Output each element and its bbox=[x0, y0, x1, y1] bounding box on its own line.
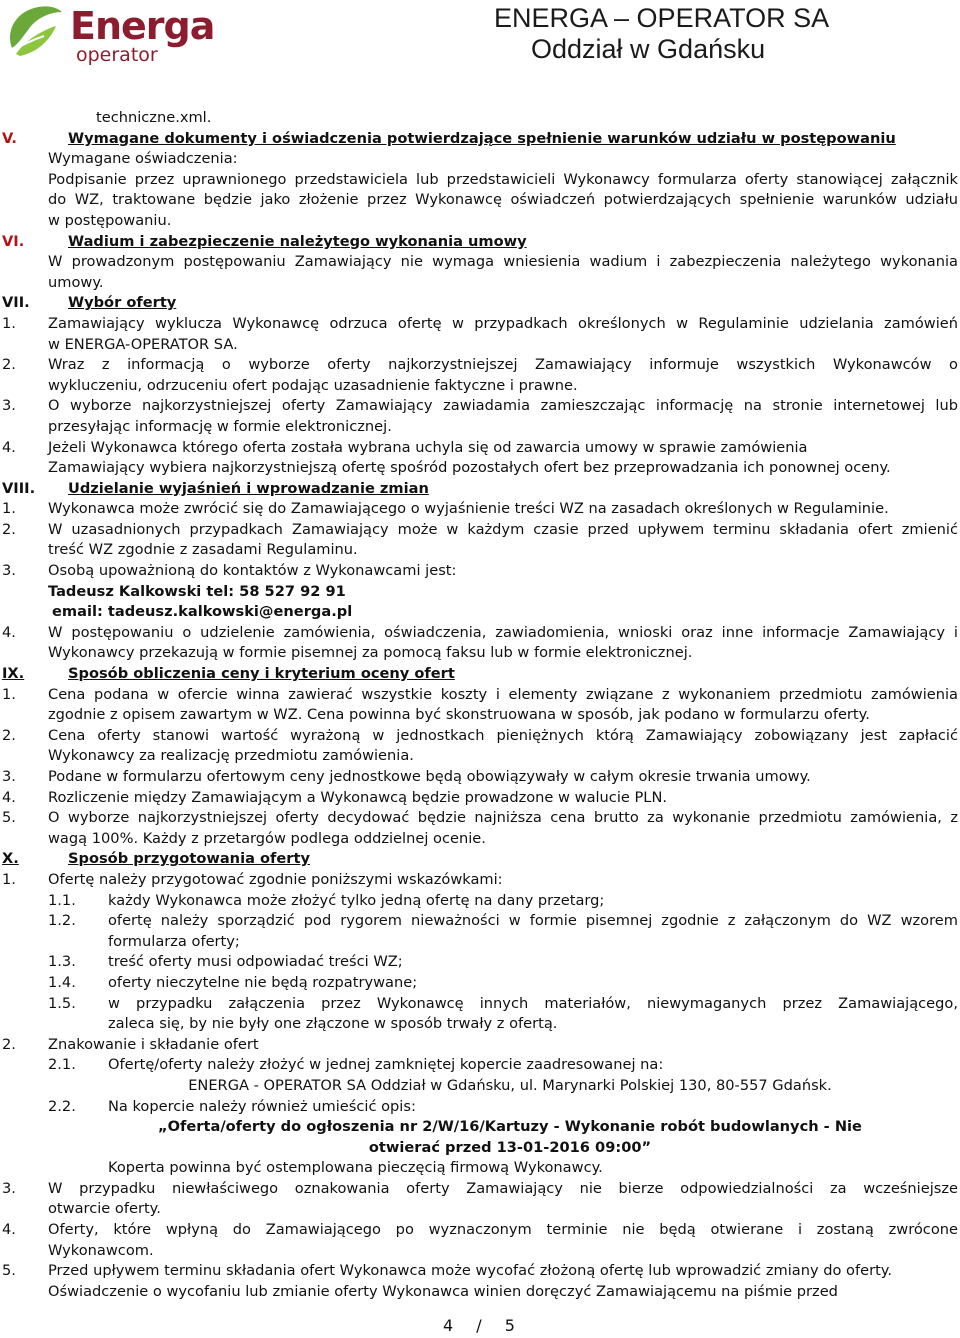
paragraph-line: wykluczeniu, odrzuceniu ofert podając uzasadnienie faktyczne i prawne. bbox=[48, 376, 578, 394]
company-name: ENERGA – OPERATOR SA bbox=[494, 3, 830, 33]
paragraph-line: Oferty, które wpłyną do Zamawiającego po wyznaczonym terminie nie będą otwierane i zostaną zwrócone bbox=[48, 1221, 958, 1239]
paragraph-line: w postępowaniu. bbox=[48, 211, 172, 229]
paragraph-line: Ofertę należy przygotować zgodnie poniższymi wskazówkami: bbox=[48, 870, 503, 888]
item-number: 3. bbox=[2, 1179, 16, 1197]
section-title: Udzielanie wyjaśnień i wprowadzanie zmian bbox=[68, 479, 429, 497]
paragraph-line: Przed upływem terminu składania ofert Wykonawca może wycofać złożoną ofertę lub wprowadzić zmiany do oferty. bbox=[48, 1262, 893, 1280]
paragraph-line: każdy Wykonawca może złożyć tylko jedną ofertę na dany przetarg; bbox=[108, 891, 605, 909]
subitem-number: 2.2. bbox=[48, 1097, 76, 1115]
section-number: VII. bbox=[2, 294, 30, 312]
section-number: X. bbox=[2, 850, 19, 868]
section-number: VI. bbox=[2, 232, 25, 250]
item-number: 2. bbox=[2, 1035, 16, 1053]
paragraph-line: Jeżeli Wykonawca którego oferta została wybrana uchyla się od zawarcia umowy w sprawie zamówienia bbox=[48, 438, 808, 456]
item-number: 2. bbox=[2, 356, 16, 374]
paragraph-line: Zamawiający wybiera najkorzystniejszą ofertę spośród pozostałych ofert bez przeprowadzania ich ponownej oceny. bbox=[48, 459, 891, 477]
section-heading bbox=[0, 129, 960, 150]
section-number: VIII. bbox=[2, 479, 36, 497]
section-title: Sposób obliczenia ceny i kryterium oceny ofert bbox=[68, 665, 455, 683]
section-heading bbox=[0, 849, 960, 870]
paragraph-line: umowy. bbox=[48, 273, 104, 291]
paragraph-line: O wyborze najkorzystniejszej oferty Zamawiający zawiadamia zamieszczając informację na stronie internetowej lub bbox=[48, 397, 958, 415]
paragraph-line: Wykonawca może zwrócić się do Zamawiającego o wyjaśnienie treści WZ na zasadach określonych w Regulaminie. bbox=[48, 500, 889, 518]
item-number: 1. bbox=[2, 870, 16, 888]
paragraph-line: w przypadku załączenia przez Wykonawcę innych materiałów, niewymaganych przez Zamawiającego, bbox=[108, 994, 958, 1012]
section-title: Sposób przygotowania oferty bbox=[68, 850, 310, 868]
page-number: 4 bbox=[443, 1316, 456, 1335]
paragraph-line: Rozliczenie między Zamawiającym a Wykonawcą będzie prowadzone w walucie PLN. bbox=[48, 788, 667, 806]
paragraph-line: Wykonawcom. bbox=[48, 1241, 154, 1259]
document-body bbox=[0, 108, 960, 1302]
item-number: 3. bbox=[2, 397, 16, 415]
logo-wordmark: Energa bbox=[70, 4, 215, 48]
paragraph-line: treść oferty musi odpowiadać treści WZ; bbox=[108, 953, 403, 971]
item-number: 1. bbox=[2, 314, 16, 332]
paragraph-line: otwarcie oferty. bbox=[48, 1200, 161, 1218]
paragraph-line: ofertę należy sporządzić pod rygorem nieważności w formie pisemnej zgodnie z załączonym do WZ wzorem bbox=[108, 912, 958, 930]
item-number: 2. bbox=[2, 726, 16, 744]
delivery-address: ENERGA - OPERATOR SA Oddział w Gdańsku, ul. Marynarki Polskiej 130, 80-557 Gdańsk. bbox=[188, 1076, 832, 1094]
paragraph-line: Na kopercie należy również umieścić opis: bbox=[108, 1097, 416, 1115]
paragraph-line: zgodnie z opisem zawartym w WZ. Cena powinna być skonstruowana w sposób, jak podano w formularzu oferty. bbox=[48, 706, 870, 724]
item-number: 4. bbox=[2, 623, 16, 641]
contact-person: Tadeusz Kalkowski tel: 58 527 92 91 bbox=[48, 582, 346, 600]
item-number: 5. bbox=[2, 1262, 16, 1280]
section-title: Wybór oferty bbox=[68, 294, 177, 312]
paragraph-line: zaleca się, by nie były one złączone w sposób trwały z ofertą. bbox=[108, 1015, 558, 1033]
paragraph-line: Cena podana w ofercie winna zawierać wszystkie koszty i elementy związane z wykonaniem przedmiotu zamówienia bbox=[48, 685, 958, 703]
page-header bbox=[0, 0, 960, 80]
paragraph-line: do WZ, traktowane będzie jako złożenie przez Wykonawcę oświadczeń potwierdzających spełnienie warunków udziału bbox=[48, 191, 958, 209]
item-number: 4. bbox=[2, 1221, 16, 1239]
paragraph-line: wagą 100%. Każdy z przetargów podlega oddzielnej ocenie. bbox=[48, 829, 486, 847]
item-number: 1. bbox=[2, 685, 16, 703]
page-counter bbox=[0, 1316, 960, 1335]
logo-subtitle: operator bbox=[76, 44, 158, 66]
branch-name: Oddział w Gdańsku bbox=[531, 34, 766, 64]
paragraph-line: Wykonawcy za realizację przedmiotu zamówienia. bbox=[48, 747, 414, 765]
paragraph-line: Osobą upoważnioną do kontaktów z Wykonawcami jest: bbox=[48, 562, 457, 580]
section-number: V. bbox=[2, 129, 17, 147]
paragraph-line: Wykonawcy przekazują w formie pisemnej za pomocą faksu lub w formie elektronicznej. bbox=[48, 644, 693, 662]
paragraph-line: formularza oferty; bbox=[108, 932, 240, 950]
paragraph-line: Zamawiający wyklucza Wykonawcę odrzuca ofertę w przypadkach określonych w Regulaminie udzielania zamówień bbox=[48, 314, 958, 332]
paragraph-line: Wraz z informacją o wyborze oferty najkorzystniejszej Zamawiający informuje wszystkich Wykonawców o bbox=[48, 356, 958, 374]
paragraph-line: w ENERGA-OPERATOR SA. bbox=[48, 335, 238, 353]
section-heading bbox=[0, 664, 960, 685]
item-number: 4. bbox=[2, 438, 16, 456]
paragraph-line: O wyborze najkorzystniejszej oferty decydować będzie najniższa cena brutto za wykonanie przedmiotu zamówienia, z bbox=[48, 809, 958, 827]
paragraph-line: Cena oferty stanowi wartość wyrażoną w jednostkach pieniężnych którą Zamawiający zobowiązany jest zapłacić bbox=[48, 726, 958, 744]
section-heading bbox=[0, 479, 960, 500]
intro-text: techniczne.xml. bbox=[96, 109, 212, 126]
envelope-description: „Oferta/oferty do ogłoszenia nr 2/W/16/Kartuzy - Wykonanie robót budowlanych - Nie bbox=[158, 1118, 862, 1136]
paragraph-line: Koperta powinna być ostemplowana pieczęcią firmową Wykonawcy. bbox=[108, 1159, 603, 1177]
subitem-number: 1.4. bbox=[48, 973, 76, 991]
paragraph-line: oferty nieczytelne nie będą rozpatrywane; bbox=[108, 973, 418, 991]
leaf-icon bbox=[4, 2, 66, 64]
paragraph-line: Oświadczenie o wycofaniu lub zmianie oferty Wykonawca winien doręczyć Zamawiającemu na piśmie przed bbox=[48, 1282, 838, 1300]
subitem-number: 1.3. bbox=[48, 953, 76, 971]
section-number: IX. bbox=[2, 665, 25, 683]
envelope-description: otwierać przed 13-01-2016 09:00” bbox=[368, 1138, 652, 1156]
paragraph-line: Podpisanie przez uprawnionego przedstawiciela lub przedstawicieli Wykonawcy formularza oferty stanowiącej załącznik bbox=[48, 170, 958, 188]
paragraph-line: Podane w formularzu ofertowym ceny jednostkowe będą obowiązywały w całym okresie trwania umowy. bbox=[48, 768, 811, 785]
subitem-number: 1.1. bbox=[48, 891, 76, 909]
subitem-number: 1.5. bbox=[48, 994, 76, 1012]
section-title: Wadium i zabezpieczenie należytego wykonania umowy bbox=[68, 232, 527, 250]
page-total: 5 bbox=[504, 1316, 517, 1335]
subitem-number: 1.2. bbox=[48, 912, 76, 930]
item-number: 1. bbox=[2, 500, 16, 518]
paragraph-line: Znakowanie i składanie ofert bbox=[48, 1035, 259, 1053]
paragraph-line: W przypadku niewłaściwego oznakowania oferty Zamawiający nie bierze odpowiedzialności za wcześniejsze bbox=[48, 1179, 958, 1197]
contact-email: email: tadeusz.kalkowski@energa.pl bbox=[52, 603, 353, 621]
subitem-number: 2.1. bbox=[48, 1056, 76, 1074]
paragraph-line: przesyłając informację w formie elektronicznej. bbox=[48, 417, 392, 435]
page-separator: / bbox=[476, 1316, 484, 1335]
paragraph-line: W uzasadnionych przypadkach Zamawiający może w każdym czasie przed upływem terminu składania ofert zmienić bbox=[48, 520, 958, 538]
section-title: Wymagane dokumenty i oświadczenia potwierdzające spełnienie warunków udziału w postępowaniu bbox=[68, 129, 896, 147]
section-heading bbox=[0, 232, 960, 253]
item-number: 5. bbox=[2, 809, 16, 827]
paragraph-line: Ofertę/oferty należy złożyć w jednej zamkniętej kopercie zaadresowanej na: bbox=[108, 1056, 664, 1074]
item-number: 4. bbox=[2, 788, 16, 806]
paragraph-line: Wymagane oświadczenia: bbox=[48, 150, 238, 168]
section-heading bbox=[0, 293, 960, 314]
paragraph-line: W postępowaniu o udzielenie zamówienia, oświadczenia, zawiadomienia, wnioski oraz inne informacje Zamawiający i bbox=[48, 623, 958, 641]
item-number: 3. bbox=[2, 768, 16, 785]
item-number: 2. bbox=[2, 520, 16, 538]
energa-operator-logo bbox=[4, 2, 214, 74]
paragraph-line: treść WZ zgodnie z zasadami Regulaminu. bbox=[48, 541, 358, 559]
paragraph-line: W prowadzonym postępowaniu Zamawiający nie wymaga wniesienia wadium i zabezpieczenia należytego wykonania bbox=[48, 253, 958, 271]
item-number: 3. bbox=[2, 562, 16, 580]
